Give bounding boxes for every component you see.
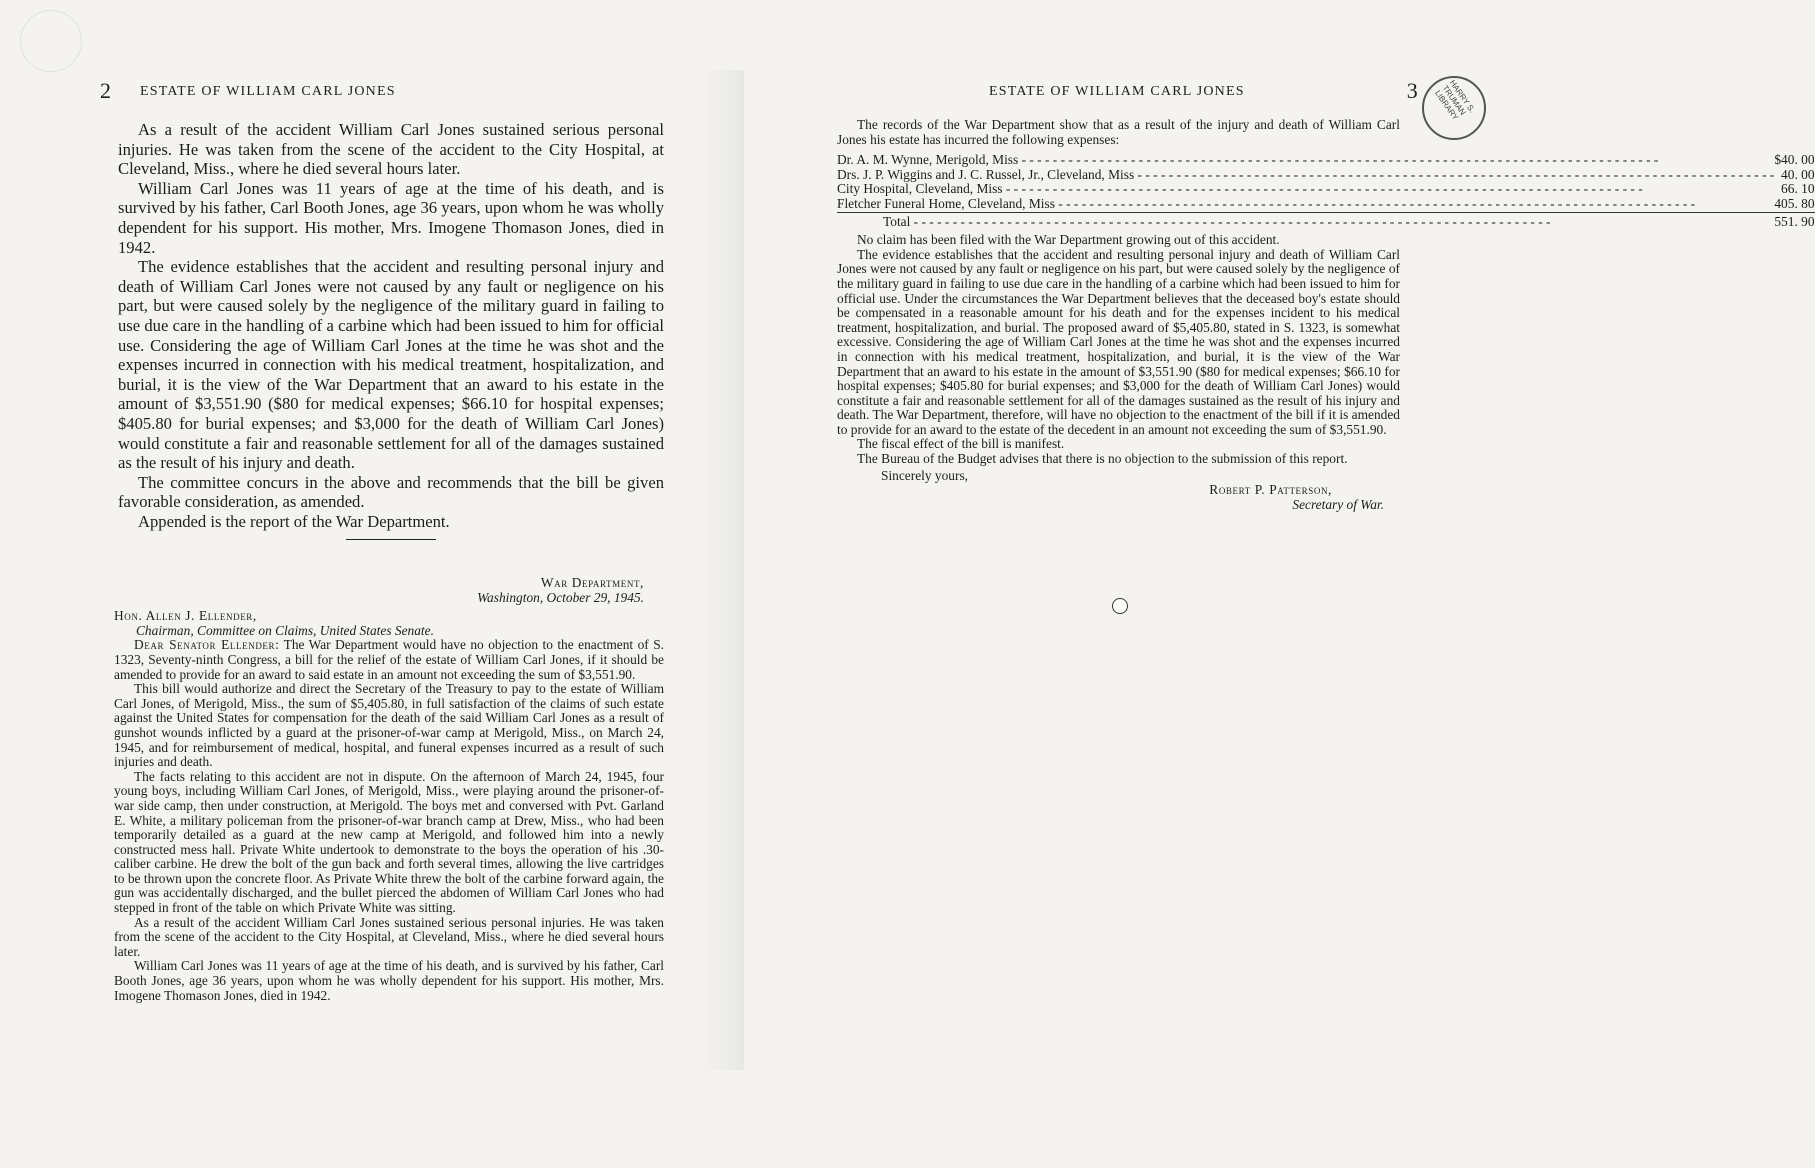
- salutation-text: The War Department would have no objection to the enactment of S. 1323, Seventy-ninth Congress, a bill for the relief of the estate of William Carl Jones, if it should be amended to provide for an award to said estate in an amount not exceeding the sum of $3,551.90.: [114, 637, 664, 682]
- paragraph: The committee concurs in the above and recommends that the bill be given favorable consideration, as amended.: [118, 472, 664, 512]
- paragraph: This bill would authorize and direct the Secretary of the Treasury to pay to the estate of William Carl Jones, of Merigold, Miss., the sum of $5,405.80, in full satisfaction of the claims of such estate against the United States for compensation for the death of the said William Carl Jones as a result of gunshot wounds inflicted by a guard at the prisoner-of-war camp at Merigold, Miss., on March 24, 1945, and for reimbursement of medical, hospital, and funeral expenses incurred as a result of such injuries and death.: [114, 681, 664, 770]
- table-row: [837, 197, 1815, 212]
- paragraph: William Carl Jones was 11 years of age at the time of his death, and is survived by his father, Carl Booth Jones, age 36 years, upon whom he was wholly dependent for his support. His mother, Mrs. Imogene Thomason Jones, died in 1942.: [118, 178, 664, 257]
- paragraph: The evidence establishes that the accident and resulting personal injury and death of William Carl Jones were not caused by any fault or negligence on his part, but were caused solely by the negligence of the military guard in failing to use due care in the handling of a carbine which had been issued to him for official use. Considering the age of William Carl Jones at the time he was shot and the expenses incurred in connection with his medical treatment, hospitalization, and burial, it is the view of the War Department that an award to his estate in the amount of $3,551.90 ($80 for medical expenses; $66.10 for hospital expenses; $405.80 for burial expenses; and $3,000 for the death of William Carl Jones) would constitute a fair and reasonable settlement for all of the damages sustained as the result of his injury and death.: [118, 257, 664, 473]
- war-department-letter: [114, 576, 664, 1003]
- expense-table: [837, 153, 1815, 229]
- running-head: ESTATE OF WILLIAM CARL JONES: [140, 84, 396, 99]
- library-stamp-text: HARRY S. TRUMAN LIBRARY: [1433, 78, 1477, 122]
- signer-name: Robert P. Patterson,: [1209, 482, 1332, 498]
- paragraph: The facts relating to this accident are not in dispute. On the afternoon of March 24, 1945, four young boys, including William Carl Jones, of Merigold, Miss., were playing around the prisoner-of-war side camp, then under construction, at Merigold. The boys met and conversed with Pvt. Garland E. White, a military policeman from the prisoner-of-war branch camp at Drew, Miss., who had been temporarily detailed as a guard at the new camp at Merigold, and followed him into a newly constructed mess hall. Private White undertook to demonstrate to the boys the operation of his .30-caliber carbine. He drew the bolt of the gun back and forth several times, allowing the live cartridges to be thrown upon the concrete floor. As Private White threw the bolt of the carbine forward again, the gun was accidentally discharged, and the bullet pierced the abdomen of William Carl Jones who had stepped in front of the table on which Private White was sitting.: [114, 768, 664, 916]
- punch-hole-icon: [1112, 598, 1128, 614]
- total-row: [837, 215, 1815, 230]
- expense-name: Fletcher Funeral Home, Cleveland, Miss - - -: [837, 197, 1774, 212]
- letter-continuation: [837, 117, 1815, 512]
- running-head: ESTATE OF WILLIAM CARL JONES: [989, 84, 1245, 99]
- signoff: [837, 469, 1400, 513]
- expense-amount: $40. 00: [1774, 152, 1815, 168]
- table-row: [837, 168, 1815, 183]
- addressee-name: Hon. Allen J. Ellender,: [114, 608, 257, 624]
- paragraph: The records of the War Department show that as a result of the injury and death of William Carl Jones his estate has incurred the following expenses:: [837, 117, 1400, 147]
- paragraph: As a result of the accident William Carl Jones sustained serious personal injuries. He was taken from the scene of the accident to the City Hospital, at Cleveland, Miss., where he died several hours later.: [114, 914, 664, 959]
- committee-report-text: [118, 120, 664, 550]
- right-page: [744, 0, 1815, 1168]
- closing: Sincerely yours,: [881, 467, 969, 483]
- section-divider: [346, 539, 436, 540]
- signer-title: Secretary of War.: [1292, 496, 1384, 512]
- letter-date: Washington, October 29, 1945.: [477, 589, 644, 605]
- right-page-header: [839, 78, 1419, 108]
- left-page-header: [100, 78, 680, 108]
- paragraph: The fiscal effect of the bill is manifest.: [857, 436, 1065, 452]
- expense-name: Dr. A. M. Wynne, Merigold, Miss - - -: [837, 153, 1774, 168]
- paragraph: William Carl Jones was 11 years of age at the time of his death, and is survived by his father, Carl Booth Jones, age 36 years, upon whom he was wholly dependent for his support. His mother, Mrs. Imogene Thomason Jones, died in 1942.: [114, 958, 664, 1003]
- addressee: [114, 609, 664, 638]
- expense-amount: 405. 80: [1774, 195, 1815, 211]
- expense-amount: 66. 10: [1781, 181, 1815, 197]
- salutation-paragraph: [114, 638, 664, 682]
- paragraph: No claim has been filed with the War Department growing out of this accident.: [857, 232, 1280, 248]
- expense-name: Drs. J. P. Wiggins and J. C. Russel, Jr., Cleveland, Miss - - -: [837, 168, 1774, 183]
- letter-sender: War Department,: [540, 575, 644, 590]
- paragraph: The evidence establishes that the accident and resulting personal injury and death of William Carl Jones were not caused by any fault or negligence on his part, but were caused solely by the negligence of the military guard in failing to use due care in the handling of a carbine which had been issued to him for official use. Under the circumstances the War Department believes that the deceased boy's estate should be compensated in a reasonable amount for his death and for the expenses incident to his medical treatment, hospitalization, and burial. The proposed award of $5,405.80, stated in S. 1323, is somewhat excessive. Considering the age of William Carl Jones at the time he was shot and the expenses incurred in connection with his medical treatment, hospitalization, and burial, it is the view of the War Department that an award to his estate in the amount of $3,551.90 ($80 for medical expenses; $66.10 for hospital expenses; $405.80 for burial expenses; and $3,000 for the death of William Carl Jones) would constitute a fair and reasonable settlement for all of the damages sustained as the result of his injury and death. The War Department, therefore, will have no objection to the enactment of the bill if it is amended to provide for an award to the estate of the decedent in an amount not exceeding the sum of $3,551.90.: [837, 246, 1400, 437]
- total-amount: 551. 90: [1774, 213, 1815, 229]
- paragraph: The Bureau of the Budget advises that there is no objection to the submission of this report.: [857, 451, 1348, 467]
- paragraph: Appended is the report of the War Department.: [138, 511, 450, 531]
- total-label: Total - - -: [837, 215, 1774, 230]
- table-row: [837, 153, 1815, 168]
- left-page: [0, 0, 744, 1168]
- expense-name: City Hospital, Cleveland, Miss - - -: [837, 182, 1774, 197]
- page-number: 3: [1406, 78, 1419, 103]
- table-row: [837, 182, 1815, 197]
- page-number: 2: [100, 78, 113, 103]
- salutation: Dear Senator Ellender:: [134, 637, 280, 653]
- expense-amount: 40. 00: [1781, 166, 1815, 182]
- paragraph: As a result of the accident William Carl Jones sustained serious personal injuries. He was taken from the scene of the accident to the City Hospital, at Cleveland, Miss., where he died several hours later.: [118, 120, 664, 179]
- addressee-title: Chairman, Committee on Claims, United States Senate.: [136, 622, 434, 638]
